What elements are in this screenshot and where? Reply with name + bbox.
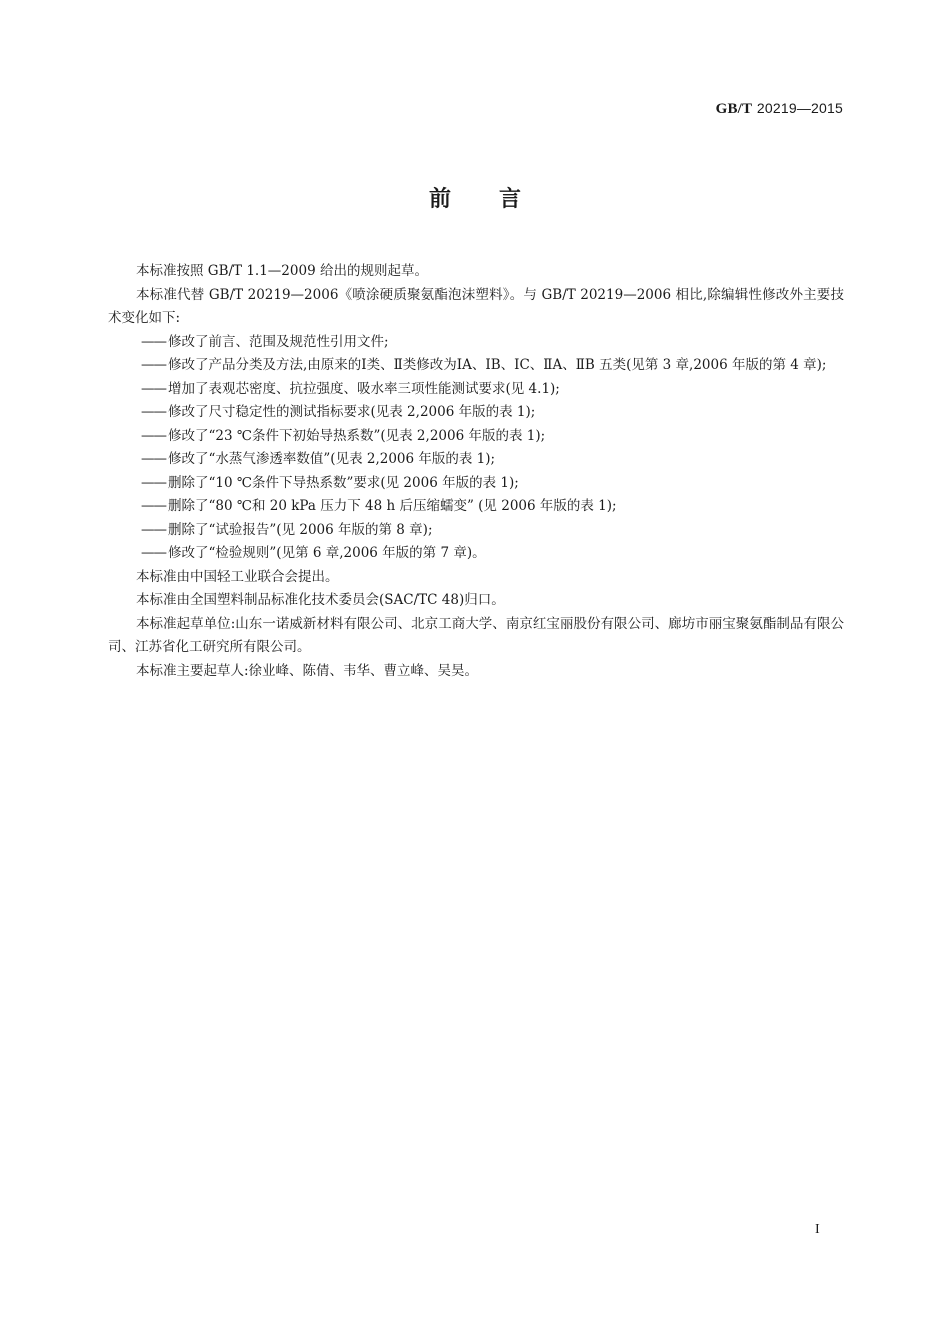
- change-item: [108, 542, 844, 566]
- change-text: 删除了“80 ℃和 20 kPa 压力下 48 h 后压缩蠕变” (见 2006 年版的表 1);: [168, 498, 617, 514]
- dash-marker: ——: [141, 474, 166, 491]
- change-item: [108, 472, 844, 496]
- change-item: [108, 519, 844, 543]
- title-char-1: 前: [428, 187, 451, 212]
- change-text: 删除了“试验报告”(见 2006 年版的第 8 章);: [168, 521, 433, 538]
- change-text: 修改了产品分类及方法,由原来的Ⅰ类、Ⅱ类修改为ⅠA、ⅠB、ⅠC、ⅡA、ⅡB 五类(见第 3 章,2006 年版的第 4 章);: [168, 357, 827, 373]
- foreword-body: [108, 260, 844, 683]
- paragraph-replacement: 本标准代替 GB/T 20219—2006《喷涂硬质聚氨酯泡沫塑料》。与 GB/T 20219—2006 相比,除编辑性修改外主要技术变化如下:: [108, 286, 844, 326]
- page-title: [0, 182, 950, 213]
- paragraph-proposer: 本标准由中国轻工业联合会提出。: [136, 568, 339, 585]
- change-text: 删除了“10 ℃条件下导热系数”要求(见 2006 年版的表 1);: [168, 474, 519, 491]
- change-text: 修改了“水蒸气渗透率数值”(见表 2,2006 年版的表 1);: [168, 451, 496, 467]
- standard-number-value: 20219—2015: [756, 100, 843, 116]
- standard-code: GB/T: [715, 101, 753, 117]
- dash-marker: ——: [141, 333, 166, 350]
- dash-marker: ——: [141, 451, 166, 467]
- change-item: [108, 425, 844, 449]
- paragraph-drafters: 本标准主要起草人:徐业峰、陈倩、韦华、曹立峰、吴昊。: [136, 662, 479, 679]
- change-item: [108, 495, 844, 519]
- change-text: 增加了表观芯密度、抗拉强度、吸水率三项性能测试要求(见 4.1);: [168, 380, 560, 397]
- change-item: [108, 331, 844, 355]
- change-item: [108, 448, 844, 472]
- change-text: 修改了尺寸稳定性的测试指标要求(见表 2,2006 年版的表 1);: [168, 404, 536, 420]
- paragraph-drafting-units: 本标准起草单位:山东一诺威新材料有限公司、北京工商大学、南京红宝丽股份有限公司、廊坊市丽宝聚氨酯制品有限公司、江苏省化工研究所有限公司。: [108, 615, 844, 655]
- change-item: [108, 354, 844, 378]
- change-text: 修改了“23 ℃条件下初始导热系数”(见表 2,2006 年版的表 1);: [168, 427, 546, 444]
- dash-marker: ——: [141, 427, 166, 444]
- paragraph-committee: 本标准由全国塑料制品标准化技术委员会(SAC/TC 48)归口。: [136, 592, 505, 608]
- dash-marker: ——: [141, 498, 166, 514]
- dash-marker: ——: [141, 404, 166, 420]
- change-text: 修改了“检验规则”(见第 6 章,2006 年版的第 7 章)。: [168, 545, 486, 561]
- dash-marker: ——: [141, 545, 166, 561]
- page-number: I: [815, 1222, 820, 1237]
- change-item: [108, 401, 844, 425]
- dash-marker: ——: [141, 521, 166, 538]
- dash-marker: ——: [141, 357, 166, 373]
- paragraph-drafting-rules: 本标准按照 GB/T 1.1—2009 给出的规则起草。: [136, 263, 428, 279]
- dash-marker: ——: [141, 380, 166, 397]
- change-item: [108, 378, 844, 402]
- change-text: 修改了前言、范围及规范性引用文件;: [168, 333, 389, 350]
- title-char-2: 言: [499, 187, 522, 212]
- standard-number: [716, 100, 843, 118]
